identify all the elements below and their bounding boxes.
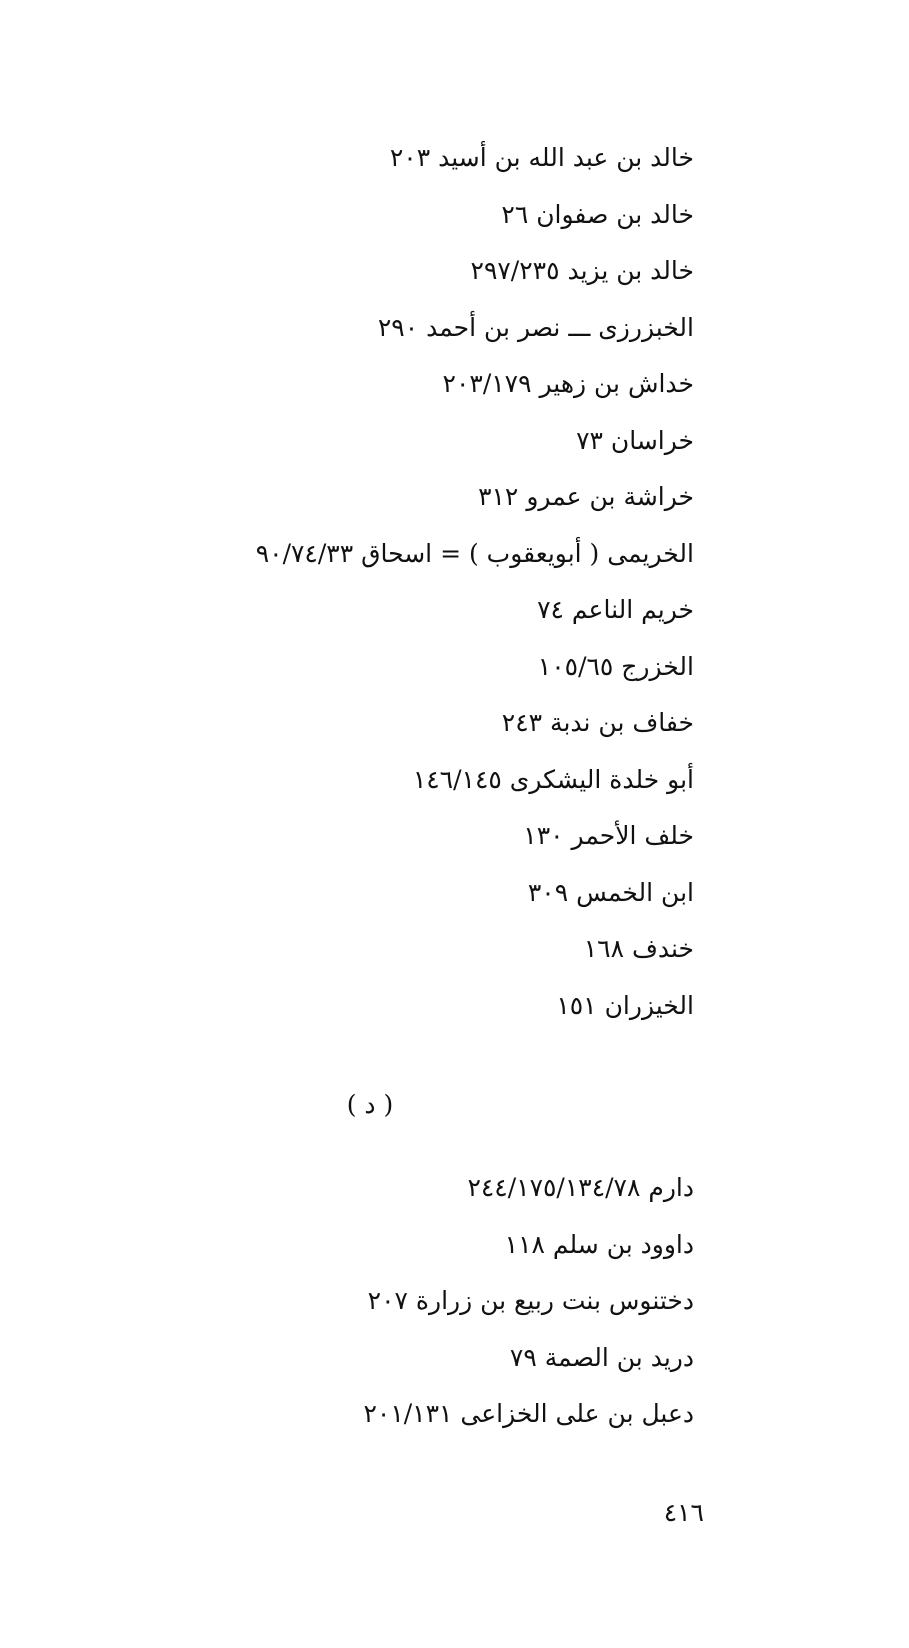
index-entry: خالد بن يزيد ٢٩٧/٢٣٥ [470,256,694,285]
index-entry: ابن الخمس ٣٠٩ [527,877,694,907]
index-entry: خندف ١٦٨ [583,934,694,963]
index-entry: دريد بن الصمة ٧٩ [509,1342,694,1372]
index-section-dal [174,1160,694,1443]
index-entry: خداش بن زهير ٢٠٣/١٧٩ [442,369,694,398]
index-entry: خراسان ٧٣ [576,425,694,455]
index-entry: داوود بن سلم ١١٨ [504,1229,694,1259]
index-entry: الخبزرزى ـــ نصر بن أحمد ٢٩٠ [377,312,694,342]
index-entry: خريم الناعم ٧٤ [537,595,694,624]
index-entry: دختنوس بنت ربيع بن زرارة ٢٠٧ [367,1286,694,1315]
index-entry: خراشة بن عمرو ٣١٢ [478,482,694,511]
index-entry: خفاف بن ندبة ٢٤٣ [501,708,694,737]
index-entry: خلف الأحمر ١٣٠ [523,821,694,850]
index-entry: الخريمى ( أبويعقوب ) = اسحاق ٩٠/٧٤/٣٣ [255,538,694,568]
page-number: ٤١٦ [663,1498,704,1527]
index-entry: خالد بن صفوان ٢٦ [501,199,694,229]
index-entry: أبو خلدة اليشكرى ١٤٦/١٤٥ [412,764,694,794]
index-entry: خالد بن عبد الله بن أسيد ٢٠٣ [389,143,694,172]
index-entry: الخزرج ١٠٥/٦٥ [537,651,694,681]
index-entry: دعبل بن على الخزاعى ٢٠١/١٣١ [363,1399,694,1428]
section-header-dal: ( د ) [346,1090,394,1119]
index-section-kha [174,130,694,1034]
index-entry: الخيزران ١٥١ [556,990,694,1020]
index-entry: دارم ٢٤٤/١٧٥/١٣٤/٧٨ [467,1173,694,1202]
